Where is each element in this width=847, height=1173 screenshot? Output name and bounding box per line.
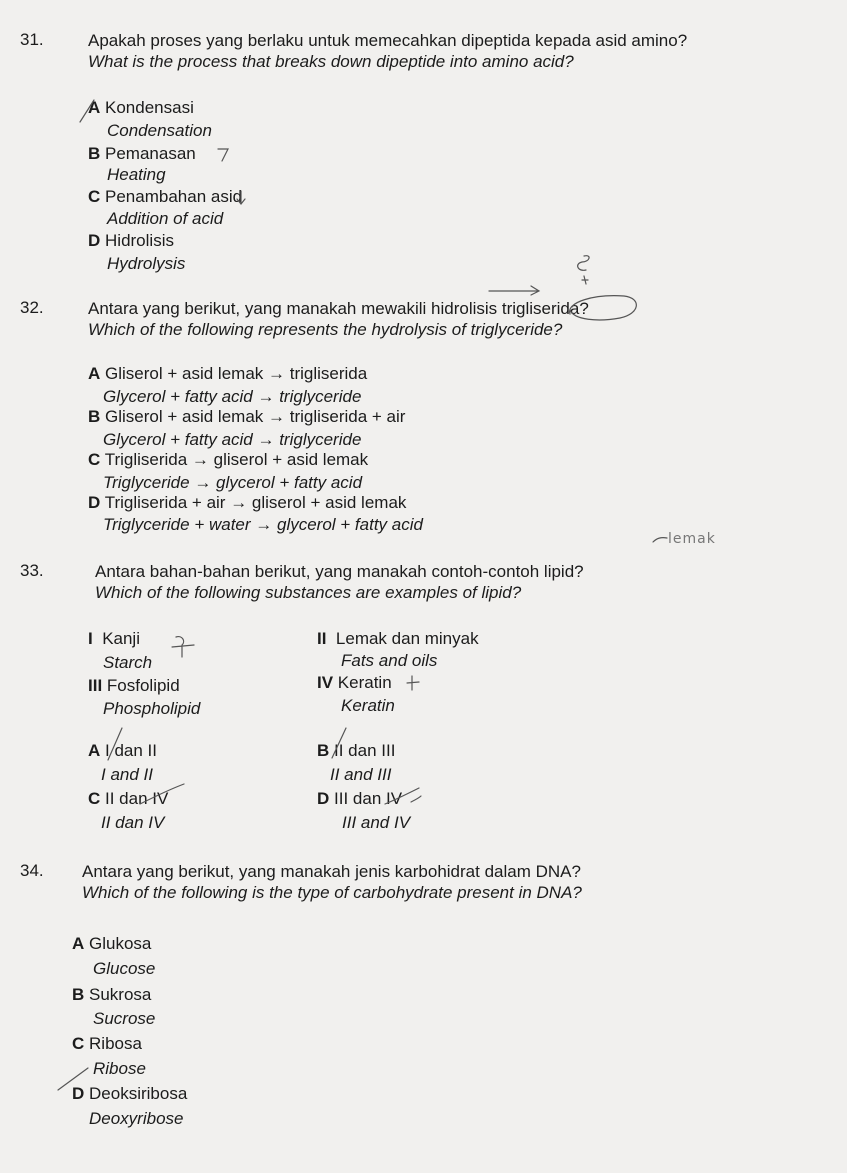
option-label: Trigliserida + air → gliserol + asid lemak: [104, 493, 407, 512]
option-c[interactable]: C Trigliserida → gliserol + asid lemak: [88, 450, 369, 469]
option-label: Gliserol + asid lemak → trigliserida: [105, 364, 368, 383]
option-translation: Sucrose: [93, 1009, 156, 1028]
question-text-en: What is the process that breaks down dipeptide into amino acid?: [88, 52, 574, 71]
question-number: 32.: [20, 298, 44, 317]
pen-cross-mark: [404, 673, 424, 693]
question-number: 31.: [20, 30, 44, 49]
pen-scribble-mark: [570, 250, 600, 290]
statement-ii: II Lemak dan minyak: [317, 629, 479, 648]
option-label: Ribosa: [89, 1034, 142, 1053]
question-text-en: Which of the following is the type of carbohydrate present in DNA?: [82, 883, 582, 902]
question-text-ms: Antara yang berikut, yang manakah mewakili hidrolisis trigliserida?: [88, 299, 589, 318]
option-a[interactable]: A I dan II: [88, 741, 157, 760]
option-d[interactable]: D Hidrolisis: [88, 231, 174, 250]
option-translation: II dan IV: [101, 813, 165, 832]
pen-arrow-mark: [487, 283, 547, 297]
option-b[interactable]: B II dan III: [317, 741, 396, 760]
option-translation: Triglyceride + water → glycerol + fatty acid: [103, 515, 423, 534]
option-label: Trigliserida → gliserol + asid lemak: [104, 450, 369, 469]
question-text-ms: Antara bahan-bahan berikut, yang manakah contoh-contoh lipid?: [95, 562, 584, 581]
option-a[interactable]: A Gliserol + asid lemak → trigliserida: [88, 364, 368, 383]
option-d[interactable]: D Trigliserida + air → gliserol + asid lemak: [88, 493, 407, 512]
option-translation: Glycerol + fatty acid → triglyceride: [103, 387, 362, 406]
option-translation: Glycerol + fatty acid → triglyceride: [103, 430, 362, 449]
option-b[interactable]: B Pemanasan: [88, 144, 196, 163]
option-translation: Ribose: [93, 1059, 146, 1078]
handwritten-note: lemak: [668, 531, 716, 547]
option-label: Glukosa: [89, 934, 152, 953]
option-label: III dan IV: [334, 789, 403, 808]
question-text: [95, 561, 815, 603]
statement-translation: Keratin: [341, 696, 395, 715]
option-d[interactable]: D III dan IV: [317, 789, 403, 808]
option-translation: Hydrolysis: [107, 254, 186, 273]
question-text: [88, 30, 808, 72]
option-translation: Condensation: [107, 121, 212, 140]
question-text-ms: Apakah proses yang berlaku untuk memecahkan dipeptida kepada asid amino?: [88, 31, 688, 50]
option-c[interactable]: C Ribosa: [72, 1034, 142, 1053]
pen-cross-mark: [168, 633, 198, 659]
option-label: I dan II: [105, 741, 157, 760]
option-translation: II and III: [330, 765, 392, 784]
option-translation: III and IV: [342, 813, 411, 832]
option-label: II dan III: [334, 741, 396, 760]
option-label: Sukrosa: [89, 985, 152, 1004]
option-translation: Heating: [107, 165, 166, 184]
option-b[interactable]: B Sukrosa: [72, 985, 152, 1004]
question-number: 34.: [20, 861, 44, 880]
statement-i: I Kanji: [88, 629, 140, 648]
option-label: II dan IV: [105, 789, 169, 808]
question-text: [88, 298, 808, 340]
option-label: Pemanasan: [105, 144, 196, 163]
option-translation: Glucose: [93, 959, 156, 978]
option-label: Deoksiribosa: [89, 1084, 188, 1103]
question-number: 33.: [20, 561, 44, 580]
option-b[interactable]: B Gliserol + asid lemak → trigliserida + air: [88, 407, 406, 426]
option-translation: Deoxyribose: [89, 1109, 184, 1128]
option-label: Gliserol + asid lemak → trigliserida + air: [105, 407, 406, 426]
statement-translation: Starch: [103, 653, 153, 672]
question-text-en: Which of the following substances are examples of lipid?: [95, 583, 522, 602]
option-a[interactable]: A Kondensasi: [88, 98, 194, 117]
question-text-en: Which of the following represents the hydrolysis of triglyceride?: [88, 320, 563, 339]
option-translation: I and II: [101, 765, 153, 784]
option-c[interactable]: C Penambahan asid: [88, 187, 243, 206]
option-translation: Addition of acid: [107, 209, 224, 228]
option-a[interactable]: A Glukosa: [72, 934, 152, 953]
question-text: [82, 861, 802, 903]
statement-translation: Fats and oils: [341, 651, 438, 670]
statement-iv: IV Keratin: [317, 673, 392, 692]
question-text-ms: Antara yang berikut, yang manakah jenis karbohidrat dalam DNA?: [82, 862, 581, 881]
option-label: Kondensasi: [105, 98, 194, 117]
statement-translation: Phospholipid: [103, 699, 201, 718]
option-label: Hidrolisis: [105, 231, 174, 250]
option-translation: Triglyceride → glycerol + fatty acid: [103, 473, 363, 492]
pen-scribble-mark: [214, 145, 234, 165]
option-d[interactable]: D Deoksiribosa: [72, 1084, 188, 1103]
option-label: Penambahan asid: [105, 187, 243, 206]
option-c[interactable]: C II dan IV: [88, 789, 169, 808]
statement-iii: III Fosfolipid: [88, 676, 180, 695]
